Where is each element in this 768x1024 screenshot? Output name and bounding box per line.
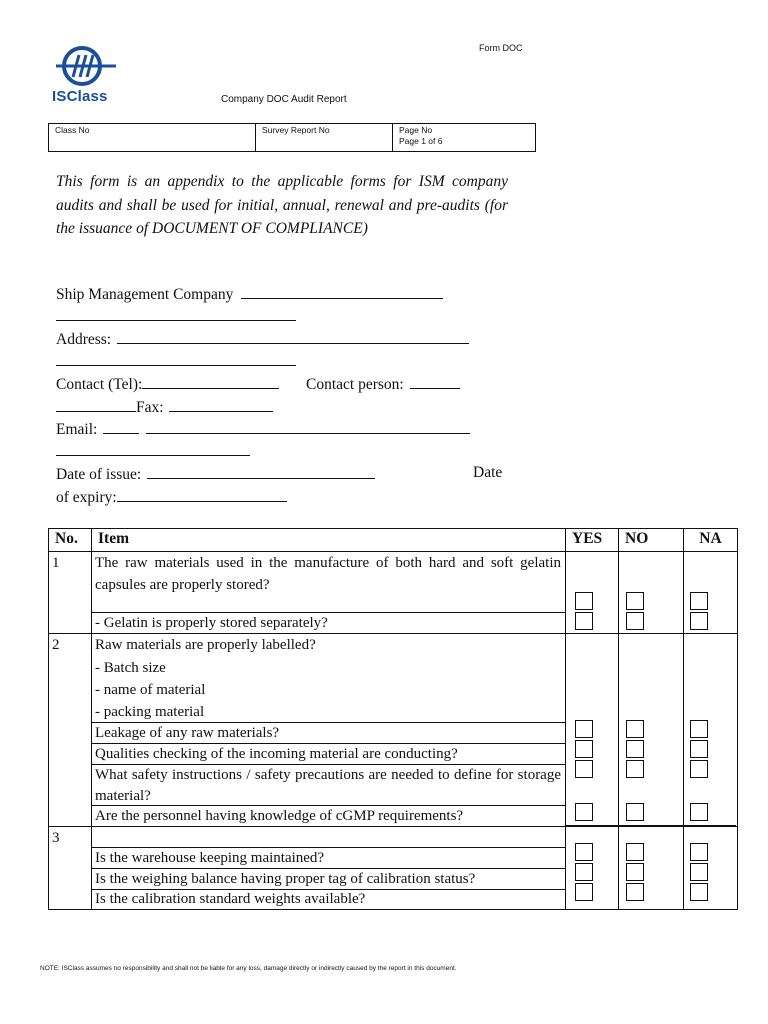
header-no-col: NO — [619, 529, 684, 552]
email-line-b[interactable] — [146, 419, 470, 434]
email-field[interactable] — [56, 419, 470, 439]
logo-text: ISClass — [52, 88, 108, 105]
row-number: 2 — [52, 637, 60, 653]
na-checkbox[interactable] — [690, 740, 708, 758]
na-checkbox[interactable] — [690, 883, 708, 901]
yes-checkbox[interactable] — [575, 720, 593, 738]
no-checkbox[interactable] — [626, 760, 644, 778]
yes-checkbox[interactable] — [575, 612, 593, 630]
class-no-cell[interactable] — [49, 124, 256, 152]
checklist-item: - name of material — [95, 682, 206, 698]
header-na: NA — [684, 529, 738, 552]
yes-checkbox[interactable] — [575, 843, 593, 861]
email-line-a[interactable] — [103, 419, 139, 434]
na-checkbox[interactable] — [690, 863, 708, 881]
ship-management-company-line-2[interactable] — [56, 306, 296, 326]
date-of-expiry-line[interactable] — [117, 487, 287, 502]
survey-report-no-cell[interactable] — [256, 124, 393, 152]
address-field[interactable] — [56, 329, 469, 349]
yes-checkbox[interactable] — [575, 592, 593, 610]
header-item: Item — [92, 529, 566, 552]
yes-checkbox[interactable] — [575, 863, 593, 881]
no-checkbox[interactable] — [626, 883, 644, 901]
na-checkbox[interactable] — [690, 592, 708, 610]
checklist-item: Qualities checking of the incoming material are conducting? — [95, 746, 458, 762]
na-checkbox[interactable] — [690, 803, 708, 821]
checklist-item: Are the personnel having knowledge of cGMP requirements? — [95, 808, 464, 824]
page-no-cell — [393, 124, 536, 152]
no-checkbox[interactable] — [626, 612, 644, 630]
checklist-item: - Batch size — [95, 659, 166, 676]
checklist-item: Is the calibration standard weights available? — [95, 891, 366, 907]
checklist-item: Is the weighing balance having proper tag of calibration status? — [95, 871, 476, 887]
checklist-item: What safety instructions / safety precautions are needed to define for storage material? — [95, 767, 561, 804]
checkbox-area-divider — [566, 825, 736, 826]
email-label: Email: — [56, 421, 98, 438]
address-line[interactable] — [117, 329, 469, 344]
checklist-item: Leakage of any raw materials? — [95, 725, 280, 741]
footer-disclaimer: NOTE: ISClass assumes no responsibility and shall not be liable for any loss, damage directly or indirectly caused by the report in this document. — [40, 965, 457, 972]
report-title: Company DOC Audit Report — [221, 94, 347, 105]
na-checkbox[interactable] — [690, 720, 708, 738]
date-of-issue-field[interactable] — [56, 464, 375, 484]
checklist-item: - Gelatin is properly stored separately? — [95, 615, 328, 631]
row-number: 3 — [52, 830, 60, 846]
date-of-issue-line[interactable] — [147, 464, 375, 479]
report-info-table — [48, 123, 536, 152]
address-label: Address: — [56, 331, 112, 348]
email-line-2[interactable] — [56, 441, 250, 461]
fax-line[interactable] — [169, 397, 273, 412]
no-checkbox[interactable] — [626, 843, 644, 861]
date-expiry-label-a: Date — [473, 464, 503, 481]
na-checkbox[interactable] — [690, 760, 708, 778]
isclass-logo — [52, 44, 118, 106]
page-no-label: Page No — [399, 125, 433, 135]
fax-field[interactable] — [56, 397, 273, 417]
no-checkbox[interactable] — [626, 863, 644, 881]
yes-checkbox[interactable] — [575, 883, 593, 901]
page-of-label: Page 1 of 6 — [399, 136, 443, 146]
date-of-expiry-field[interactable] — [56, 487, 287, 507]
fax-label: Fax: — [136, 399, 164, 416]
ship-management-company-field[interactable] — [56, 284, 443, 304]
no-checkbox[interactable] — [626, 803, 644, 821]
ship-management-company-line[interactable] — [241, 284, 443, 299]
intro-paragraph: This form is an appendix to the applicable forms for ISM company audits and shall be used for initial, annual, renewal and pre-audits (for the issuance of DOCUMENT OF COMPLIANCE) — [56, 173, 508, 237]
header-no: No. — [49, 529, 92, 552]
contact-tel-field[interactable] — [56, 374, 279, 394]
date-of-issue-label: Date of issue: — [56, 466, 142, 483]
class-no-label: Class No — [55, 125, 90, 135]
yes-checkbox[interactable] — [575, 760, 593, 778]
header-yes: YES — [566, 529, 619, 552]
contact-person-label: Contact person: — [306, 376, 404, 393]
contact-tel-label: Contact (Tel): — [56, 376, 143, 393]
no-checkbox[interactable] — [626, 740, 644, 758]
na-checkbox[interactable] — [690, 612, 708, 630]
checklist-item: - packing material — [95, 703, 205, 720]
no-checkbox[interactable] — [626, 592, 644, 610]
ship-management-company-label: Ship Management Company — [56, 286, 234, 303]
row-number: 1 — [52, 555, 60, 571]
survey-report-no-label: Survey Report No — [262, 125, 330, 135]
checklist-item: The raw materials used in the manufacture of both hard and soft gelatin capsules are properly stored? — [95, 555, 561, 593]
checklist-item: Is the warehouse keeping maintained? — [95, 850, 325, 866]
contact-person-field[interactable] — [306, 374, 460, 394]
yes-checkbox[interactable] — [575, 740, 593, 758]
contact-tel-line[interactable] — [142, 374, 279, 389]
isclass-emblem-icon — [56, 44, 116, 88]
na-checkbox[interactable] — [690, 843, 708, 861]
form-code: Form DOC — [479, 43, 523, 53]
date-of-expiry-label: of expiry: — [56, 489, 117, 506]
yes-checkbox[interactable] — [575, 803, 593, 821]
checklist-header-row — [49, 529, 738, 552]
fax-prefix-line[interactable] — [56, 397, 136, 412]
checklist-item: Raw materials are properly labelled? — [95, 637, 316, 653]
address-line-2[interactable] — [56, 351, 296, 371]
contact-person-line[interactable] — [410, 374, 460, 389]
no-checkbox[interactable] — [626, 720, 644, 738]
